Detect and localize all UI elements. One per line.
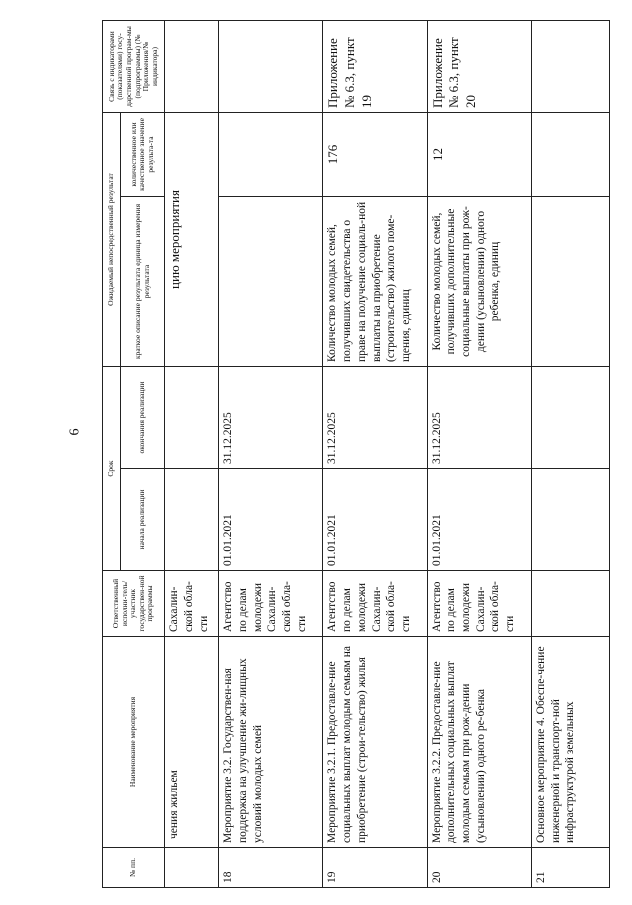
cell-start: 01.01.2021 bbox=[219, 469, 323, 571]
page-number: 6 bbox=[67, 428, 83, 436]
cell-desc: Количество молодых семей, получивших дополнительные социальные выплаты при рож-дении (усыновлении) одного ребенка, единиц bbox=[427, 197, 531, 367]
cell-start bbox=[531, 469, 609, 571]
cell-link: Приложение № 6.3, пункт 20 bbox=[427, 21, 531, 113]
cell-num bbox=[165, 848, 219, 888]
table-row bbox=[219, 21, 323, 888]
cell-end: 31.12.2025 bbox=[427, 367, 531, 469]
cell-name: Мероприятие 3.2.2. Предоставле-ние дополнительных социальных выплат молодым семьям при рож-дении (усыновлении) одного ре-бенка bbox=[427, 637, 531, 848]
cell-name: Мероприятие 3.2.1. Предоставле-ние социальных выплат молодым семьям на приобретение (строи-тельство) жилья bbox=[323, 637, 427, 848]
table-row bbox=[323, 21, 427, 888]
cell-link bbox=[531, 21, 609, 113]
cell-link: Приложение № 6.3, пункт 19 bbox=[323, 21, 427, 113]
header-start: начала реализации bbox=[121, 469, 165, 571]
cell-responsible: Агентство по делам молодежи Сахалин-ской обла-сти bbox=[323, 571, 427, 637]
cell-value bbox=[219, 113, 323, 197]
cell-name: Мероприятие 3.2. Государствен-ная поддержка на улучшение жи-лищных условий молодых семей bbox=[219, 637, 323, 848]
header-name: Наименование мероприятия bbox=[103, 637, 165, 848]
cell-name: чения жильем bbox=[165, 637, 219, 848]
cell-responsible: Агентство по делам молодежи Сахалин-ской обла-сти bbox=[427, 571, 531, 637]
measures-table bbox=[102, 20, 610, 888]
cell-value: 12 bbox=[427, 113, 531, 197]
table-row bbox=[165, 21, 219, 888]
cell-start: 01.01.2021 bbox=[323, 469, 427, 571]
cell-start: 01.01.2021 bbox=[427, 469, 531, 571]
header-quant: количественное или качественное значение результа-та bbox=[121, 113, 165, 197]
cell-name: Основное мероприятие 4. Обеспе-чение инженерной и транспорт-ной инфраструктурой земельных bbox=[531, 637, 609, 848]
rotated-table-wrapper bbox=[102, 21, 610, 888]
cell-num: 20 bbox=[427, 848, 531, 888]
header-responsible: Ответственный исполни-тель/участник государствен-ной программы bbox=[103, 571, 165, 637]
cell-value bbox=[531, 113, 609, 197]
cell-num: 19 bbox=[323, 848, 427, 888]
cell-value: 176 bbox=[323, 113, 427, 197]
header-short-desc: краткое описание результата единица измерения результата bbox=[121, 197, 165, 367]
cell-end: 31.12.2025 bbox=[323, 367, 427, 469]
cell-end: 31.12.2025 bbox=[219, 367, 323, 469]
header-end: окончания реализации bbox=[121, 367, 165, 469]
cell-num: 18 bbox=[219, 848, 323, 888]
cell-end bbox=[531, 367, 609, 469]
cell-link bbox=[165, 21, 219, 113]
cell-start bbox=[165, 469, 219, 571]
header-link: Связь с индикаторами (показателями) госу-дарственной програм-мы (подпрограммы) (№ Приложения/№ индикатора) bbox=[103, 21, 165, 113]
cell-link bbox=[219, 21, 323, 113]
cell-end bbox=[165, 367, 219, 469]
table-row bbox=[427, 21, 531, 888]
cell-desc bbox=[531, 197, 609, 367]
header-term: Срок bbox=[103, 367, 121, 571]
cell-desc bbox=[219, 197, 323, 367]
cell-responsible: Агентство по делам молодежи Сахалин-ской обла-сти bbox=[219, 571, 323, 637]
table-row bbox=[531, 21, 609, 888]
cell-desc: цию мероприятия bbox=[165, 113, 219, 367]
cell-responsible: Сахалин-ской обла-сти bbox=[165, 571, 219, 637]
cell-num: 21 bbox=[531, 848, 609, 888]
cell-responsible bbox=[531, 571, 609, 637]
header-expected: Ожидаемый непосредственный результат bbox=[103, 113, 121, 367]
cell-desc: Количество молодых семей, получивших свидетельства о праве на получение социаль-ной выплаты на приобретение (строительство) жилого поме-щения, единиц bbox=[323, 197, 427, 367]
header-num: № пп. bbox=[103, 848, 165, 888]
header-row bbox=[103, 21, 121, 888]
